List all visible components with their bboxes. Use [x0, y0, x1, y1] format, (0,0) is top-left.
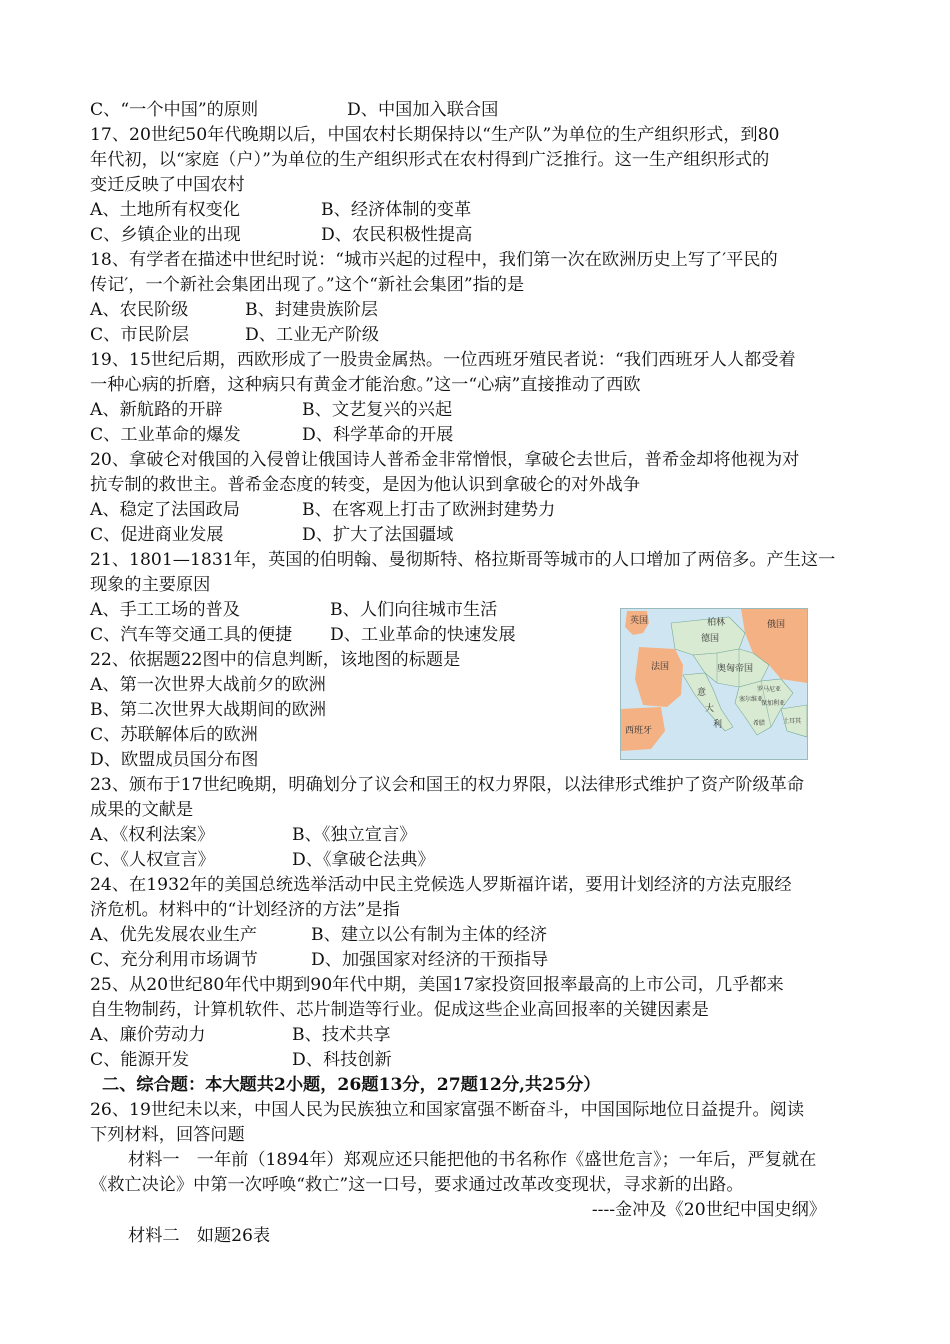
- option-a: A、《权利法案》: [90, 825, 215, 845]
- label-spain: 西班牙: [625, 726, 653, 736]
- q17-stem: 17、20世纪50年代晚期以后，中国农村长期保持以“生产队”为单位的生产组织形式，到80: [90, 125, 780, 145]
- option-d: D、科技创新: [292, 1050, 392, 1070]
- material-1-cont: 《救亡决论》中第一次呼唤“救亡”这一口号，要求通过改革改变现状，寻求新的出路。: [90, 1175, 744, 1195]
- q21-options-ab: [90, 598, 498, 622]
- q20-options-ab: [90, 498, 556, 522]
- q24-options-cd: [90, 948, 549, 972]
- option-b: B、经济体制的变革: [321, 200, 472, 220]
- q23-stem: 23、颁布于17世纪晚期，明确划分了议会和国王的权力界限，以法律形式维护了资产阶级革命: [90, 775, 805, 795]
- q22-option-c: C、苏联解体后的欧洲: [90, 725, 258, 745]
- option-b: B、建立以公有制为主体的经济: [311, 925, 548, 945]
- q24-stem: 济危机。材料中的“计划经济的方法”是指: [90, 900, 400, 920]
- option-a: A、新航路的开辟: [90, 400, 223, 420]
- q19-stem: 19、15世纪后期，西欧形成了一股贵金属热。一位西班牙殖民者说：“我们西班牙人人都受着: [90, 350, 796, 370]
- label-france: 法国: [651, 662, 670, 672]
- q26-stem: 下列材料，回答问题: [90, 1125, 245, 1145]
- q17-options-ab: [90, 198, 472, 222]
- label-romania: 罗马尼亚: [757, 686, 782, 693]
- option-c: C、“一个中国”的原则: [90, 100, 259, 120]
- label-uk: 英国: [630, 616, 649, 626]
- option-d: D、加强国家对经济的干预指导: [311, 950, 549, 970]
- q20-stem: 20、拿破仑对俄国的入侵曾让俄国诗人普希金非常憎恨，拿破仑去世后，普希金却将他视为对: [90, 450, 800, 470]
- option-a: A、廉价劳动力: [90, 1025, 206, 1045]
- option-a: A、优先发展农业生产: [90, 925, 258, 945]
- q23-options-cd: [90, 848, 435, 872]
- label-italy-2: 大: [705, 704, 715, 714]
- option-c: C、乡镇企业的出现: [90, 225, 241, 245]
- option-b: B、在客观上打击了欧洲封建势力: [302, 500, 556, 520]
- europe-map: [621, 609, 807, 759]
- q21-stem: 现象的主要原因: [90, 575, 211, 595]
- option-b: B、封建贵族阶层: [245, 300, 378, 320]
- q19-options-ab: [90, 398, 453, 422]
- q25-options-ab: [90, 1023, 391, 1047]
- label-serbia: 塞尔维亚: [739, 696, 764, 703]
- option-c: C、市民阶层: [90, 325, 190, 345]
- option-c: C、《人权宣言》: [90, 850, 215, 870]
- option-c: C、促进商业发展: [90, 525, 224, 545]
- q25-options-cd: [90, 1048, 392, 1072]
- material-2: 材料二 如题26表: [128, 1226, 271, 1246]
- option-c: C、充分利用市场调节: [90, 950, 258, 970]
- q24-options-ab: [90, 923, 548, 947]
- q23-options-ab: [90, 823, 417, 847]
- option-d: D、农民积极性提高: [321, 225, 473, 245]
- q22-option-d: D、欧盟成员国分布图: [90, 750, 259, 770]
- option-d: D、扩大了法国疆域: [302, 525, 454, 545]
- q18-options-cd: [90, 323, 380, 347]
- q17-stem: 变迁反映了中国农村: [90, 175, 245, 195]
- label-italy-1: 意: [697, 688, 707, 698]
- option-c: C、汽车等交通工具的便捷: [90, 625, 293, 645]
- q22-stem: 22、依据题22图中的信息判断，该地图的标题是: [90, 650, 461, 670]
- france-region: [635, 647, 683, 707]
- option-a: A、稳定了法国政局: [90, 500, 240, 520]
- q20-stem: 抗专制的救世主。普希金态度的转变，是因为他认识到拿破仑的对外战争: [90, 475, 641, 495]
- section-2-heading: 二、综合题：本大题共2小题，26题13分，27题12分,共25分）: [102, 1075, 601, 1095]
- q19-stem: 一种心病的折磨，这种病只有黄金才能治愈。”这一“心病”直接推动了西欧: [90, 375, 641, 395]
- option-d: D、工业革命的快速发展: [330, 625, 516, 645]
- q18-options-ab: [90, 298, 378, 322]
- q23-stem: 成果的文献是: [90, 800, 194, 820]
- material-1: 材料一 一年前（1894年）郑观应还只能把他的书名称作《盛世危言》；一年后，严复就在: [128, 1150, 817, 1170]
- q17-stem: 年代初，以“家庭（户）”为单位的生产组织形式在农村得到广泛推行。这一生产组织形式的: [90, 150, 770, 170]
- europe-map-figure: [620, 608, 808, 760]
- option-b: B、人们向往城市生活: [330, 600, 498, 620]
- option-d: D、中国加入联合国: [347, 100, 499, 120]
- label-turkey: 土耳其: [783, 718, 802, 725]
- option-d: D、科学革命的开展: [302, 425, 454, 445]
- q19-options-cd: [90, 423, 454, 447]
- option-c: C、能源开发: [90, 1050, 190, 1070]
- q21-stem: 21、1801—1831年，英国的伯明翰、曼彻斯特、格拉斯哥等城市的人口增加了两倍多。产生这一: [90, 550, 836, 570]
- label-greece: 希腊: [753, 720, 766, 727]
- q17-options-cd: [90, 223, 473, 247]
- label-germany: 德国: [701, 634, 720, 644]
- option-a: A、土地所有权变化: [90, 200, 240, 220]
- option-b: B、文艺复兴的兴起: [302, 400, 453, 420]
- q16-option-c-row: [90, 98, 499, 122]
- label-italy-3: 利: [713, 720, 723, 730]
- option-a: A、农民阶级: [90, 300, 189, 320]
- option-d: D、工业无产阶级: [245, 325, 380, 345]
- option-a: A、手工工场的普及: [90, 600, 240, 620]
- q26-stem: 26、19世纪未以来，中国人民为民族独立和国家富强不断奋斗，中国国际地位日益提升。阅读: [90, 1100, 805, 1120]
- option-b: B、技术共享: [292, 1025, 391, 1045]
- q24-stem: 24、在1932年的美国总统选举活动中民主党候选人罗斯福许诺，要用计划经济的方法克服经: [90, 875, 792, 895]
- q25-stem: 自生物制药，计算机软件、芯片制造等行业。促成这些企业高回报率的关键因素是: [90, 1000, 709, 1020]
- q25-stem: 25、从20世纪80年代中期到90年代中期，美国17家投资回报率最高的上市公司，几乎都来: [90, 975, 784, 995]
- q18-stem: 18、有学者在描述中世纪时说：“城市兴起的过程中，我们第一次在欧洲历史上写了′平民的: [90, 250, 778, 270]
- q18-stem: 传记′，一个新社会集团出现了。”这个“新社会集团”指的是: [90, 275, 525, 295]
- q20-options-cd: [90, 523, 454, 547]
- option-b: B、《独立宣言》: [292, 825, 417, 845]
- option-c: C、工业革命的爆发: [90, 425, 241, 445]
- q22-option-b: B、第二次世界大战期间的欧洲: [90, 700, 327, 720]
- material-1-source: ----金冲及《20世纪中国史纲》: [591, 1200, 826, 1220]
- q21-options-cd: [90, 623, 516, 647]
- label-berlin: 柏林: [707, 618, 726, 628]
- label-bulgaria: 保加利亚: [761, 700, 786, 707]
- option-d: D、《拿破仑法典》: [292, 850, 435, 870]
- label-russia: 俄国: [767, 620, 786, 630]
- label-austria-hungary: 奥匈帝国: [717, 664, 754, 674]
- q22-option-a: A、第一次世界大战前夕的欧洲: [90, 675, 326, 695]
